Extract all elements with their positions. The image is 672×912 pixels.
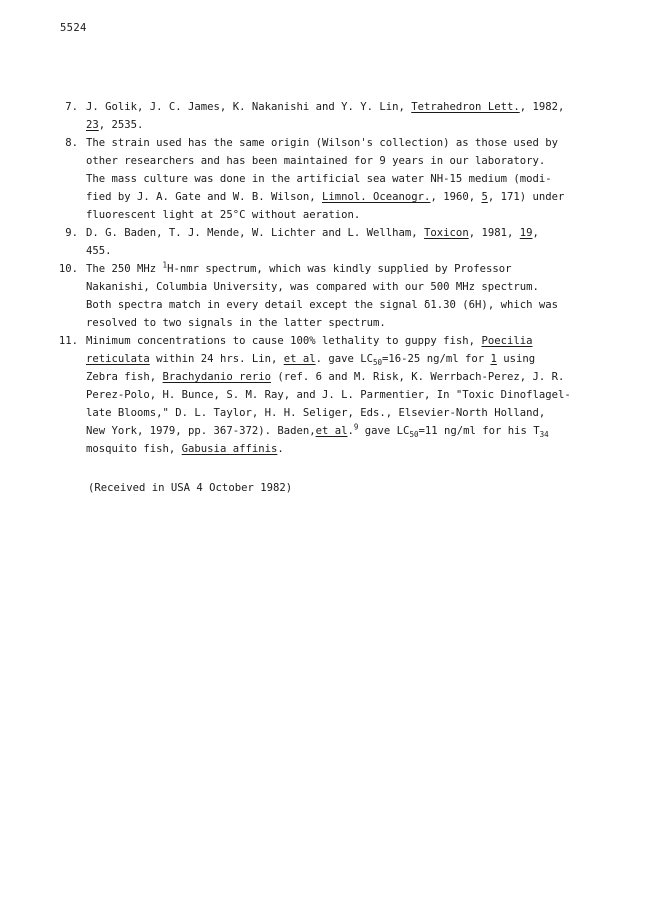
reference-line xyxy=(86,116,628,134)
reference-text: . gave LC xyxy=(315,353,374,365)
reference-text: Zebra fish, xyxy=(86,371,163,383)
reference-text: using xyxy=(496,353,536,365)
reference-number: 9. xyxy=(65,227,78,239)
reference-text: mosquito fish, xyxy=(86,443,182,455)
reference-text: , 1960, xyxy=(430,191,482,203)
species-name: Brachydanio rerio xyxy=(162,371,271,383)
reference-line xyxy=(86,278,628,296)
reference-text: (ref. 6 and M. Risk, K. Werrbach-Perez, J. R. xyxy=(270,371,565,383)
reference-text: . xyxy=(347,425,354,437)
reference-number: 11. xyxy=(58,335,78,347)
et-al: et al xyxy=(283,353,316,365)
reference-text: gave LC xyxy=(358,425,410,437)
reference-text: , 2535. xyxy=(98,119,144,131)
reference-text: =11 ng/ml for his T xyxy=(418,425,540,437)
reference-item xyxy=(38,332,628,458)
reference-text: 455. xyxy=(86,245,112,257)
species-name: Poecilia xyxy=(481,335,533,347)
reference-list xyxy=(38,98,628,458)
volume-number: 5 xyxy=(481,191,488,203)
reference-line xyxy=(86,296,628,314)
reference-number: 10. xyxy=(58,263,78,275)
reference-line xyxy=(86,206,628,224)
reference-line xyxy=(86,350,628,368)
volume-number: 23 xyxy=(86,119,99,131)
reference-item xyxy=(38,224,628,260)
reference-text: The strain used has the same origin (Wilson's collection) as those used by xyxy=(86,137,558,149)
compound-number: 1 xyxy=(490,353,497,365)
volume-number: 19 xyxy=(519,227,533,239)
reference-item xyxy=(38,98,628,134)
reference-text: D. G. Baden, T. J. Mende, W. Lichter and L. Wellham, xyxy=(86,227,425,239)
reference-line xyxy=(86,98,628,116)
reference-line xyxy=(86,314,628,332)
reference-text: within 24 hrs. Lin, xyxy=(149,353,284,365)
reference-text: , xyxy=(532,227,539,239)
reference-item xyxy=(38,260,628,332)
reference-text: New York, 1979, pp. 367-372). Baden, xyxy=(86,425,316,437)
superscript: 1 xyxy=(162,260,168,270)
subscript: 50 xyxy=(409,430,419,440)
reference-text: fied by J. A. Gate and W. B. Wilson, xyxy=(86,191,322,203)
reference-text: Minimum concentrations to cause 100% lethality to guppy fish, xyxy=(86,335,482,347)
reference-text: Both spectra match in every detail except the signal δ1.30 (6H), which was xyxy=(86,299,558,311)
reference-text: The 250 MHz xyxy=(86,263,163,275)
subscript: 34 xyxy=(539,430,549,440)
reference-text: , 1982, xyxy=(519,101,565,113)
reference-item xyxy=(38,134,628,224)
reference-line xyxy=(86,170,628,188)
reference-text: fluorescent light at 25°C without aeration. xyxy=(86,209,361,221)
reference-line xyxy=(86,224,628,242)
received-date: (Received in USA 4 October 1982) xyxy=(88,482,293,494)
journal-title: Tetrahedron Lett. xyxy=(411,101,520,113)
reference-line xyxy=(86,134,628,152)
species-name: Gabusia affinis xyxy=(181,443,278,455)
reference-number: 7. xyxy=(65,101,78,113)
superscript: 9 xyxy=(353,422,359,432)
reference-line xyxy=(86,368,628,386)
reference-text: , 1981, xyxy=(468,227,520,239)
reference-line xyxy=(86,332,628,350)
reference-text: late Blooms," D. L. Taylor, H. H. Seliger, Eds., Elsevier-North Holland, xyxy=(86,407,546,419)
reference-line xyxy=(86,386,628,404)
reference-text: Nakanishi, Columbia University, was compared with our 500 MHz spectrum. xyxy=(86,281,539,293)
reference-text: H-nmr spectrum, which was kindly supplied by Professor xyxy=(167,263,512,275)
reference-line xyxy=(86,188,628,206)
reference-text: =16-25 ng/ml for xyxy=(382,353,491,365)
subscript: 50 xyxy=(373,358,383,368)
reference-line xyxy=(86,422,628,440)
reference-line xyxy=(86,152,628,170)
reference-text: resolved to two signals in the latter spectrum. xyxy=(86,317,386,329)
journal-title: Limnol. Oceanogr. xyxy=(322,191,431,203)
page-number: 5524 xyxy=(60,22,87,34)
reference-text: . xyxy=(277,443,284,455)
reference-number: 8. xyxy=(65,137,78,149)
reference-text: , 171) under xyxy=(487,191,565,203)
reference-text: The mass culture was done in the artificial sea water NH-15 medium (modi- xyxy=(86,173,552,185)
reference-text: Perez-Polo, H. Bunce, S. M. Ray, and J. L. Parmentier, In "Toxic Dinoflagel- xyxy=(86,389,571,401)
species-name: reticulata xyxy=(86,353,150,365)
journal-title: Toxicon xyxy=(424,227,469,239)
et-al: et al xyxy=(315,425,348,437)
reference-line xyxy=(86,440,628,458)
reference-line xyxy=(86,242,628,260)
reference-line xyxy=(86,260,628,278)
reference-line xyxy=(86,404,628,422)
reference-text: other researchers and has been maintained for 9 years in our laboratory. xyxy=(86,155,546,167)
reference-text: J. Golik, J. C. James, K. Nakanishi and Y. Y. Lin, xyxy=(86,101,412,113)
